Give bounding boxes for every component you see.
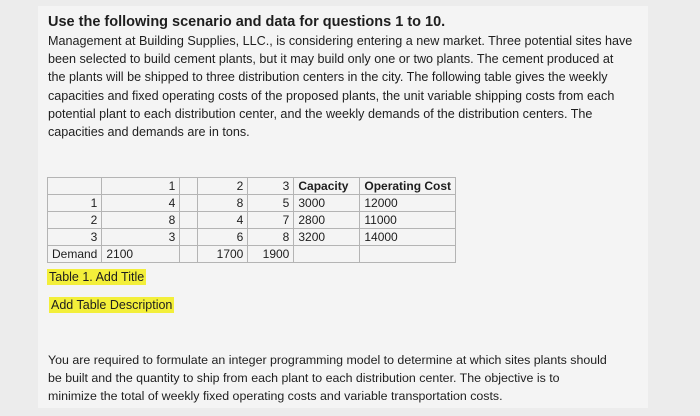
table-header-cell: 1 [102,178,180,195]
scenario-line: potential plant to each distribution center, and the weekly demands of the distribution centers. The [48,106,593,121]
demand-label: Demand [48,246,102,263]
table-cell [180,246,198,263]
table-cell: 1700 [198,246,248,263]
table-header-cell: Operating Cost [360,178,456,195]
table-cell: 8 [102,212,180,229]
table-cell [180,195,198,212]
table-cell: 6 [198,229,248,246]
add-table-description[interactable]: Add Table Description [51,298,173,312]
scenario-line: been selected to build cement plants, but it may build only one or two plants. The cement produced at [48,52,614,67]
table-caption[interactable]: Table 1. Add Title [49,270,145,284]
table-header-cell: 2 [198,178,248,195]
table-cell: 11000 [360,212,456,229]
scenario-line: capacities and demands are in tons. [48,125,250,140]
table-cell [180,229,198,246]
table-row [48,212,456,229]
table-row [48,195,456,212]
scenario-paragraph [48,32,638,141]
table-header-cell: Capacity [294,178,360,195]
page-heading: Use the following scenario and data for questions 1 to 10. [48,14,446,30]
table-cell: 3 [48,229,102,246]
table-row [48,229,456,246]
table-cell: 3200 [294,229,360,246]
table-cell [180,178,198,195]
table-cell: 14000 [360,229,456,246]
table-cell: 3 [102,229,180,246]
instruction-line: You are required to formulate an integer programming model to determine at which sites plants should [48,353,607,367]
table-cell [294,246,360,263]
table-header-row [48,178,456,195]
table-cell: 5 [248,195,294,212]
instruction-line: be built and the quantity to ship from each plant to each distribution center. The objective is to [48,371,560,385]
table-cell: 8 [198,195,248,212]
instruction-line: minimize the total of weekly fixed operating costs and variable transportation costs. [48,389,503,403]
table-cell: 12000 [360,195,456,212]
table-cell: 3000 [294,195,360,212]
instruction-paragraph [48,351,638,405]
scenario-line: Management at Building Supplies, LLC., is considering entering a new market. Three potential sites have [48,34,633,48]
table-cell [360,246,456,263]
table-cell: 4 [102,195,180,212]
table-cell [48,178,102,195]
table-cell: 8 [248,229,294,246]
table-cell: 4 [198,212,248,229]
table-header-cell: 3 [248,178,294,195]
table-cell: 2800 [294,212,360,229]
scenario-line: capacities and fixed operating costs of the proposed plants, the unit variable shipping costs from each [48,88,615,103]
scenario-line: the plants will be shipped to three distribution centers in the city. The following table gives the weekly [48,70,608,85]
data-table [47,177,456,263]
table-cell: 2100 [102,246,180,263]
table-cell [180,212,198,229]
table-cell: 7 [248,212,294,229]
table-cell: 2 [48,212,102,229]
table-cell: 1900 [248,246,294,263]
table-demand-row [48,246,456,263]
table-cell: 1 [48,195,102,212]
